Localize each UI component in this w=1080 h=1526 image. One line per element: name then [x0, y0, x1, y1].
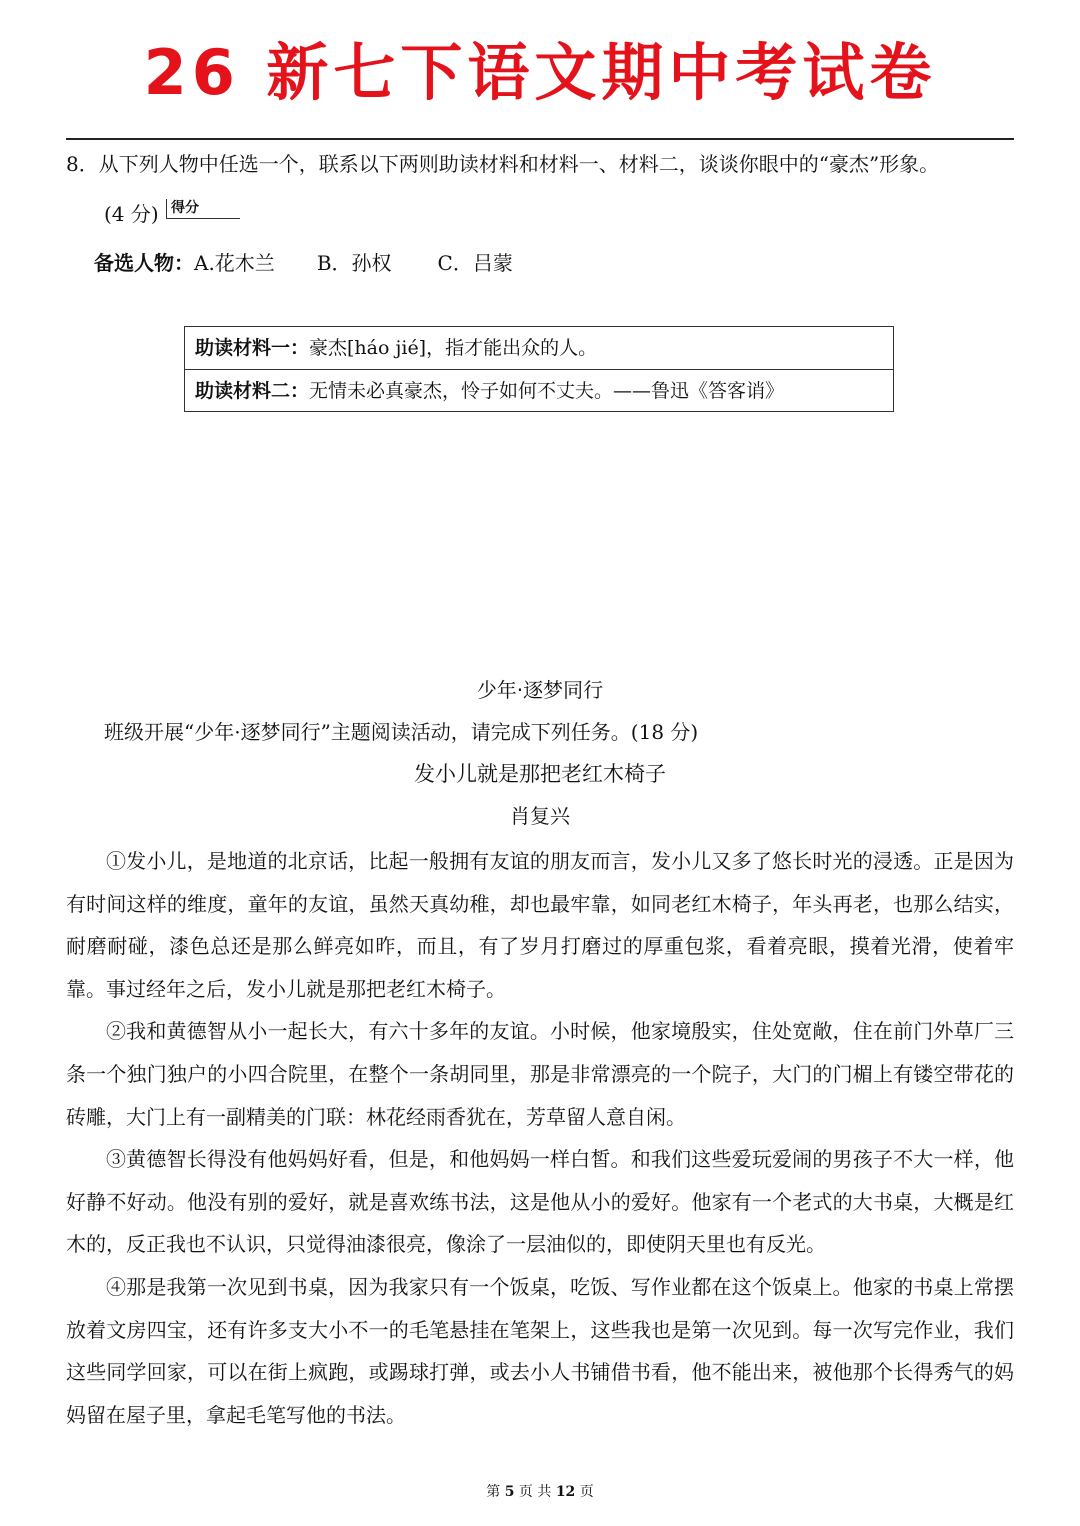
- reading-material-2: [185, 369, 893, 412]
- section-title: 少年·逐梦同行: [476, 678, 604, 702]
- footer-page-number: 5: [504, 1484, 515, 1500]
- passage-body: [66, 840, 1014, 1436]
- footer-prefix: 第: [486, 1484, 501, 1500]
- candidate-option-a: A.花木兰: [194, 251, 275, 275]
- passage-author: 肖复兴: [510, 804, 570, 828]
- reading-material-2-label: 助读材料二：: [195, 380, 310, 402]
- candidate-list-label: 备选人物：: [94, 251, 194, 275]
- footer-total-pages: 12: [555, 1484, 576, 1500]
- score-box: 得分: [166, 199, 240, 219]
- question-8-text: 8．从下列人物中任选一个，联系以下两则助读材料和材料一、材料二，谈谈你眼中的“豪杰”形象。: [66, 152, 940, 176]
- candidate-option-b: B．孙权: [316, 251, 392, 275]
- passage-title: 发小儿就是那把老红木椅子: [414, 762, 666, 786]
- reading-material-1-text: 豪杰[háo jié]，指才能出众的人。: [309, 337, 598, 359]
- reading-materials-box: [184, 326, 894, 412]
- candidate-option-c: C．吕蒙: [437, 251, 513, 275]
- paragraph-2: ②我和黄德智从小一起长大，有六十多年的友谊。小时候，他家境殷实，住处宽敞，住在前门外草厂三条一个独门独户的小四合院里，在整个一条胡同里，那是非常漂亮的一个院子，大门的门楣上有镂空带花的砖雕，大门上有一副精美的门联：林花经雨香犹在，芳草留人意自闲。: [66, 1019, 1014, 1129]
- footer-suffix: 页: [579, 1484, 594, 1500]
- page-footer: [0, 1480, 1080, 1504]
- section-intro: 班级开展“少年·逐梦同行”主题阅读活动，请完成下列任务。(18 分): [104, 720, 699, 744]
- paragraph-4: ④那是我第一次见到书桌，因为我家只有一个饭桌，吃饭、写作业都在这个饭桌上。他家的书桌上常摆放着文房四宝，还有许多支大小不一的毛笔悬挂在笔架上，这些我也是第一次见到。每一次写完作业，我们这些同学回家，可以在街上疯跑，或踢球打弹，或去小人书铺借书看，他不能出来，被他那个长得秀气的妈妈留在屋子里，拿起毛笔写他的书法。: [66, 1274, 1014, 1427]
- header-rule: [66, 138, 1014, 140]
- exam-title-banner: 26 新七下语文期中考试卷: [143, 36, 937, 109]
- reading-material-1-label: 助读材料一：: [195, 337, 310, 359]
- candidate-list: [94, 245, 513, 281]
- footer-middle: 页 共: [518, 1484, 552, 1500]
- paragraph-3: ③黄德智长得没有他妈妈好看，但是，和他妈妈一样白皙。和我们这些爱玩爱闹的男孩子不大一样，他好静不好动。他没有别的爱好，就是喜欢练书法，这是他从小的爱好。他家有一个老式的大书桌，大概是红木的，反正我也不认识，只觉得油漆很亮，像涂了一层油似的，即使阴天里也有反光。: [66, 1147, 1014, 1257]
- reading-material-1: [185, 327, 893, 369]
- reading-material-2-text: 无情未必真豪杰，怜子如何不丈夫。——鲁迅《答客诮》: [309, 380, 785, 402]
- paragraph-1: ①发小儿，是地道的北京话，比起一般拥有友谊的朋友而言，发小儿又多了悠长时光的浸透。正是因为有时间这样的维度，童年的友谊，虽然天真幼稚，却也最牢靠，如同老红木椅子，年头再老，也那么结实，耐磨耐碰，漆色总还是那么鲜亮如昨，而且，有了岁月打磨过的厚重包浆，看着亮眼，摸着光滑，使着牢靠。事过经年之后，发小儿就是那把老红木椅子。: [66, 849, 1014, 1001]
- question-8-points: (4 分): [104, 202, 159, 226]
